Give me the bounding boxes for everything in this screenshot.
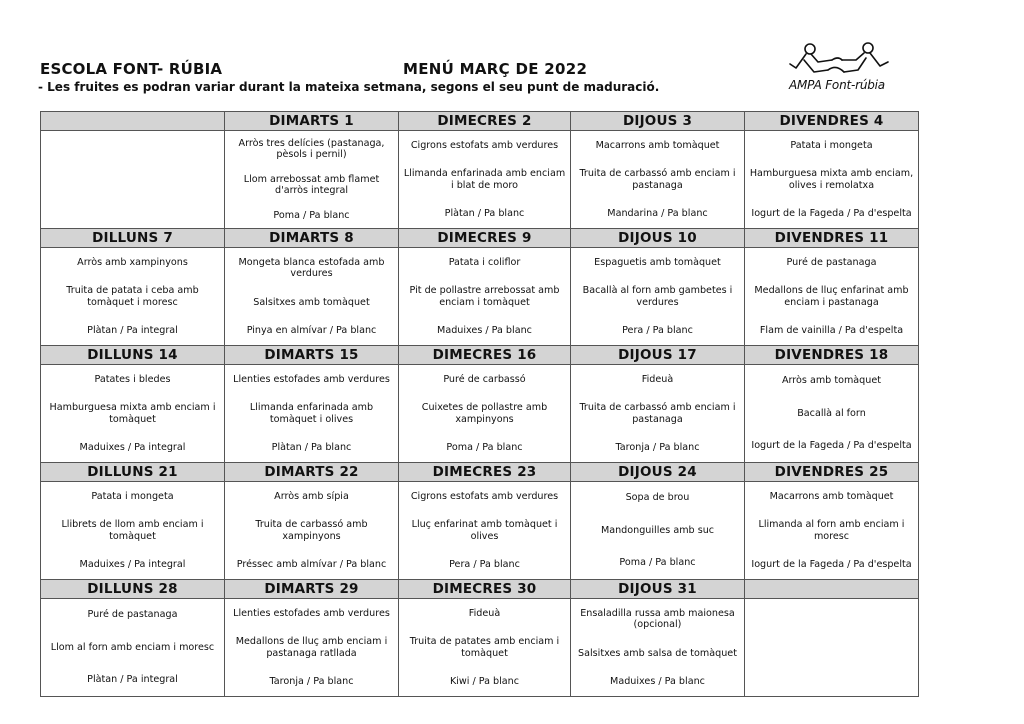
day-header: DIJOUS 3 xyxy=(571,112,745,131)
first-course: Patata i coliflor xyxy=(448,256,521,268)
day-menu-cell xyxy=(571,365,745,463)
day-menu-cell xyxy=(745,131,919,229)
day-header: DIVENDRES 11 xyxy=(745,229,919,248)
menu-table xyxy=(40,111,919,697)
dessert-bread: Kiwi / Pa blanc xyxy=(449,676,520,687)
first-course: Patata i mongeta xyxy=(91,490,174,502)
day-menu-cell xyxy=(399,248,571,346)
day-menu-cell xyxy=(225,482,399,580)
day-header: DIMARTS 8 xyxy=(225,229,399,248)
second-course: Mandonguilles amb suc xyxy=(600,524,715,536)
day-header: DIMECRES 2 xyxy=(399,112,571,131)
day-menu-cell xyxy=(41,599,225,697)
first-course: Arròs amb tomàquet xyxy=(781,375,882,387)
day-menu-cell xyxy=(41,131,225,229)
dessert-bread: Plàtan / Pa blanc xyxy=(444,208,525,219)
logo-text: AMPA Font-rúbia xyxy=(789,78,885,92)
second-course: Truita de patata i ceba amb tomàquet i moresc xyxy=(66,285,199,308)
week-menu-row xyxy=(41,248,919,346)
second-course: Llimanda enfarinada amb tomàquet i olives xyxy=(249,402,374,425)
dessert-bread: Pera / Pa blanc xyxy=(449,559,520,570)
day-header: DIMECRES 9 xyxy=(399,229,571,248)
second-course: Bacallà al forn amb gambetes i verdures xyxy=(582,285,733,308)
second-course: Medallons de lluç enfarinat amb enciam i pastanaga xyxy=(754,285,909,308)
second-course: Llimanda enfarinada amb enciam i blat de moro xyxy=(403,168,566,191)
day-header: DIJOUS 24 xyxy=(571,463,745,482)
dessert-bread: Iogurt de la Fageda / Pa d'espelta xyxy=(751,208,912,219)
dessert-bread: Poma / Pa blanc xyxy=(273,209,350,221)
first-course: Macarrons amb tomàquet xyxy=(595,139,720,151)
dessert-bread: Plàtan / Pa integral xyxy=(87,674,178,686)
week-menu-row xyxy=(41,131,919,229)
day-menu-cell xyxy=(399,131,571,229)
second-course: Lluç enfarinat amb tomàquet i olives xyxy=(411,519,558,542)
day-header: DIMARTS 29 xyxy=(225,580,399,599)
second-course: Truita de patates amb enciam i tomàquet xyxy=(409,636,560,659)
day-menu-cell xyxy=(225,365,399,463)
second-course: Pit de pollastre arrebossat amb enciam i tomàquet xyxy=(409,285,560,308)
day-menu-cell xyxy=(571,599,745,697)
day-menu-cell xyxy=(745,482,919,580)
second-course: Hamburguesa mixta amb enciam i tomàquet xyxy=(49,402,216,425)
dessert-bread: Poma / Pa blanc xyxy=(446,442,523,453)
dessert-bread: Taronja / Pa blanc xyxy=(615,442,700,453)
second-course: Cuixetes de pollastre amb xampinyons xyxy=(421,402,548,425)
dessert-bread: Iogurt de la Fageda / Pa d'espelta xyxy=(751,440,912,452)
day-header: DIVENDRES 25 xyxy=(745,463,919,482)
first-course: Llenties estofades amb verdures xyxy=(233,373,390,385)
first-course: Cigrons estofats amb verdures xyxy=(410,139,559,151)
day-header: DILLUNS 7 xyxy=(41,229,225,248)
dessert-bread: Iogurt de la Fageda / Pa d'espelta xyxy=(751,559,912,570)
day-menu-cell xyxy=(399,482,571,580)
day-menu-cell xyxy=(225,248,399,346)
day-menu-cell xyxy=(399,365,571,463)
first-course: Puré de carbassó xyxy=(443,373,526,385)
dessert-bread: Plàtan / Pa integral xyxy=(87,325,178,336)
week-menu-row xyxy=(41,482,919,580)
second-course: Truita de carbassó amb enciam i pastanaga xyxy=(579,168,736,191)
second-course: Llom al forn amb enciam i moresc xyxy=(50,641,215,653)
day-header: DIMARTS 22 xyxy=(225,463,399,482)
second-course: Salsitxes amb tomàquet xyxy=(253,296,370,308)
second-course: Truita de carbassó amb xampinyons xyxy=(255,519,368,542)
first-course: Patates i bledes xyxy=(94,373,171,385)
day-menu-cell xyxy=(745,248,919,346)
week-header-row xyxy=(41,112,919,131)
first-course: Mongeta blanca estofada amb verdures xyxy=(238,256,385,279)
day-header: DIMECRES 30 xyxy=(399,580,571,599)
day-menu-cell xyxy=(571,482,745,580)
first-course: Macarrons amb tomàquet xyxy=(769,490,894,502)
dessert-bread: Maduixes / Pa blanc xyxy=(610,676,705,687)
day-header: DIVENDRES 18 xyxy=(745,346,919,365)
menu-title: MENÚ MARÇ DE 2022 xyxy=(403,60,588,78)
first-course: Arròs tres delícies (pastanaga, pèsols i pernil) xyxy=(238,137,385,161)
dessert-bread: Taronja / Pa blanc xyxy=(269,676,354,687)
day-header: DIMECRES 23 xyxy=(399,463,571,482)
day-header: DILLUNS 14 xyxy=(41,346,225,365)
first-course: Llenties estofades amb verdures xyxy=(233,607,390,619)
day-header: DILLUNS 28 xyxy=(41,580,225,599)
first-course: Espaguetis amb tomàquet xyxy=(594,256,721,268)
first-course: Patata i mongeta xyxy=(790,139,873,151)
day-menu-cell xyxy=(41,365,225,463)
second-course: Llimanda al forn amb enciam i moresc xyxy=(758,519,905,542)
dessert-bread: Flam de vainilla / Pa d'espelta xyxy=(759,325,904,336)
first-course: Fideuà xyxy=(468,607,501,619)
first-course: Puré de pastanaga xyxy=(786,256,877,268)
dessert-bread: Maduixes / Pa blanc xyxy=(437,325,532,336)
day-menu-cell xyxy=(571,131,745,229)
day-menu-cell xyxy=(399,599,571,697)
day-menu-cell xyxy=(571,248,745,346)
week-menu-row xyxy=(41,599,919,697)
dessert-bread: Mandarina / Pa blanc xyxy=(607,208,708,219)
day-menu-cell xyxy=(225,599,399,697)
day-header: DIMECRES 16 xyxy=(399,346,571,365)
first-course: Arròs amb xampinyons xyxy=(77,256,188,268)
dessert-bread: Pera / Pa blanc xyxy=(622,325,693,336)
day-menu-cell xyxy=(225,131,399,229)
first-course: Ensaladilla russa amb maionesa (opcional) xyxy=(580,607,735,630)
second-course: Hamburguesa mixta amb enciam, olives i remolatxa xyxy=(749,168,914,191)
day-header xyxy=(41,112,225,131)
second-course: Truita de carbassó amb enciam i pastanaga xyxy=(579,402,736,425)
week-header-row xyxy=(41,580,919,599)
day-header: DIVENDRES 4 xyxy=(745,112,919,131)
day-header: DIMARTS 15 xyxy=(225,346,399,365)
dessert-bread: Poma / Pa blanc xyxy=(619,557,696,569)
fruit-note: - Les fruites es podran variar durant la mateixa setmana, segons el seu punt de maduració. xyxy=(38,80,660,94)
day-menu-cell xyxy=(745,365,919,463)
day-menu-cell xyxy=(41,482,225,580)
day-header: DIJOUS 31 xyxy=(571,580,745,599)
first-course: Sopa de brou xyxy=(625,492,690,504)
first-course: Cigrons estofats amb verdures xyxy=(410,490,559,502)
dessert-bread: Maduixes / Pa integral xyxy=(79,559,186,570)
day-header xyxy=(745,580,919,599)
second-course: Llibrets de llom amb enciam i tomàquet xyxy=(61,519,204,542)
day-header: DIJOUS 17 xyxy=(571,346,745,365)
second-course: Bacallà al forn xyxy=(797,407,866,419)
day-header: DIMARTS 1 xyxy=(225,112,399,131)
first-course: Fideuà xyxy=(641,373,674,385)
first-course: Puré de pastanaga xyxy=(87,609,178,621)
day-header: DIJOUS 10 xyxy=(571,229,745,248)
second-course: Medallons de lluç amb enciam i pastanaga ratllada xyxy=(235,636,388,659)
day-header: DILLUNS 21 xyxy=(41,463,225,482)
second-course: Salsitxes amb salsa de tomàquet xyxy=(578,647,737,659)
school-name: ESCOLA FONT- RÚBIA xyxy=(40,60,223,78)
week-menu-row xyxy=(41,365,919,463)
dessert-bread: Plàtan / Pa blanc xyxy=(271,442,352,453)
week-header-row xyxy=(41,463,919,482)
day-menu-cell xyxy=(745,599,919,697)
dessert-bread: Pinya en almívar / Pa blanc xyxy=(246,325,377,336)
second-course: Llom arrebossat amb flamet d'arròs integral xyxy=(243,173,380,197)
week-header-row xyxy=(41,229,919,248)
day-menu-cell xyxy=(41,248,225,346)
week-header-row xyxy=(41,346,919,365)
dessert-bread: Préssec amb almívar / Pa blanc xyxy=(236,559,387,570)
first-course: Arròs amb sípia xyxy=(274,490,349,502)
dessert-bread: Maduixes / Pa integral xyxy=(79,442,186,453)
